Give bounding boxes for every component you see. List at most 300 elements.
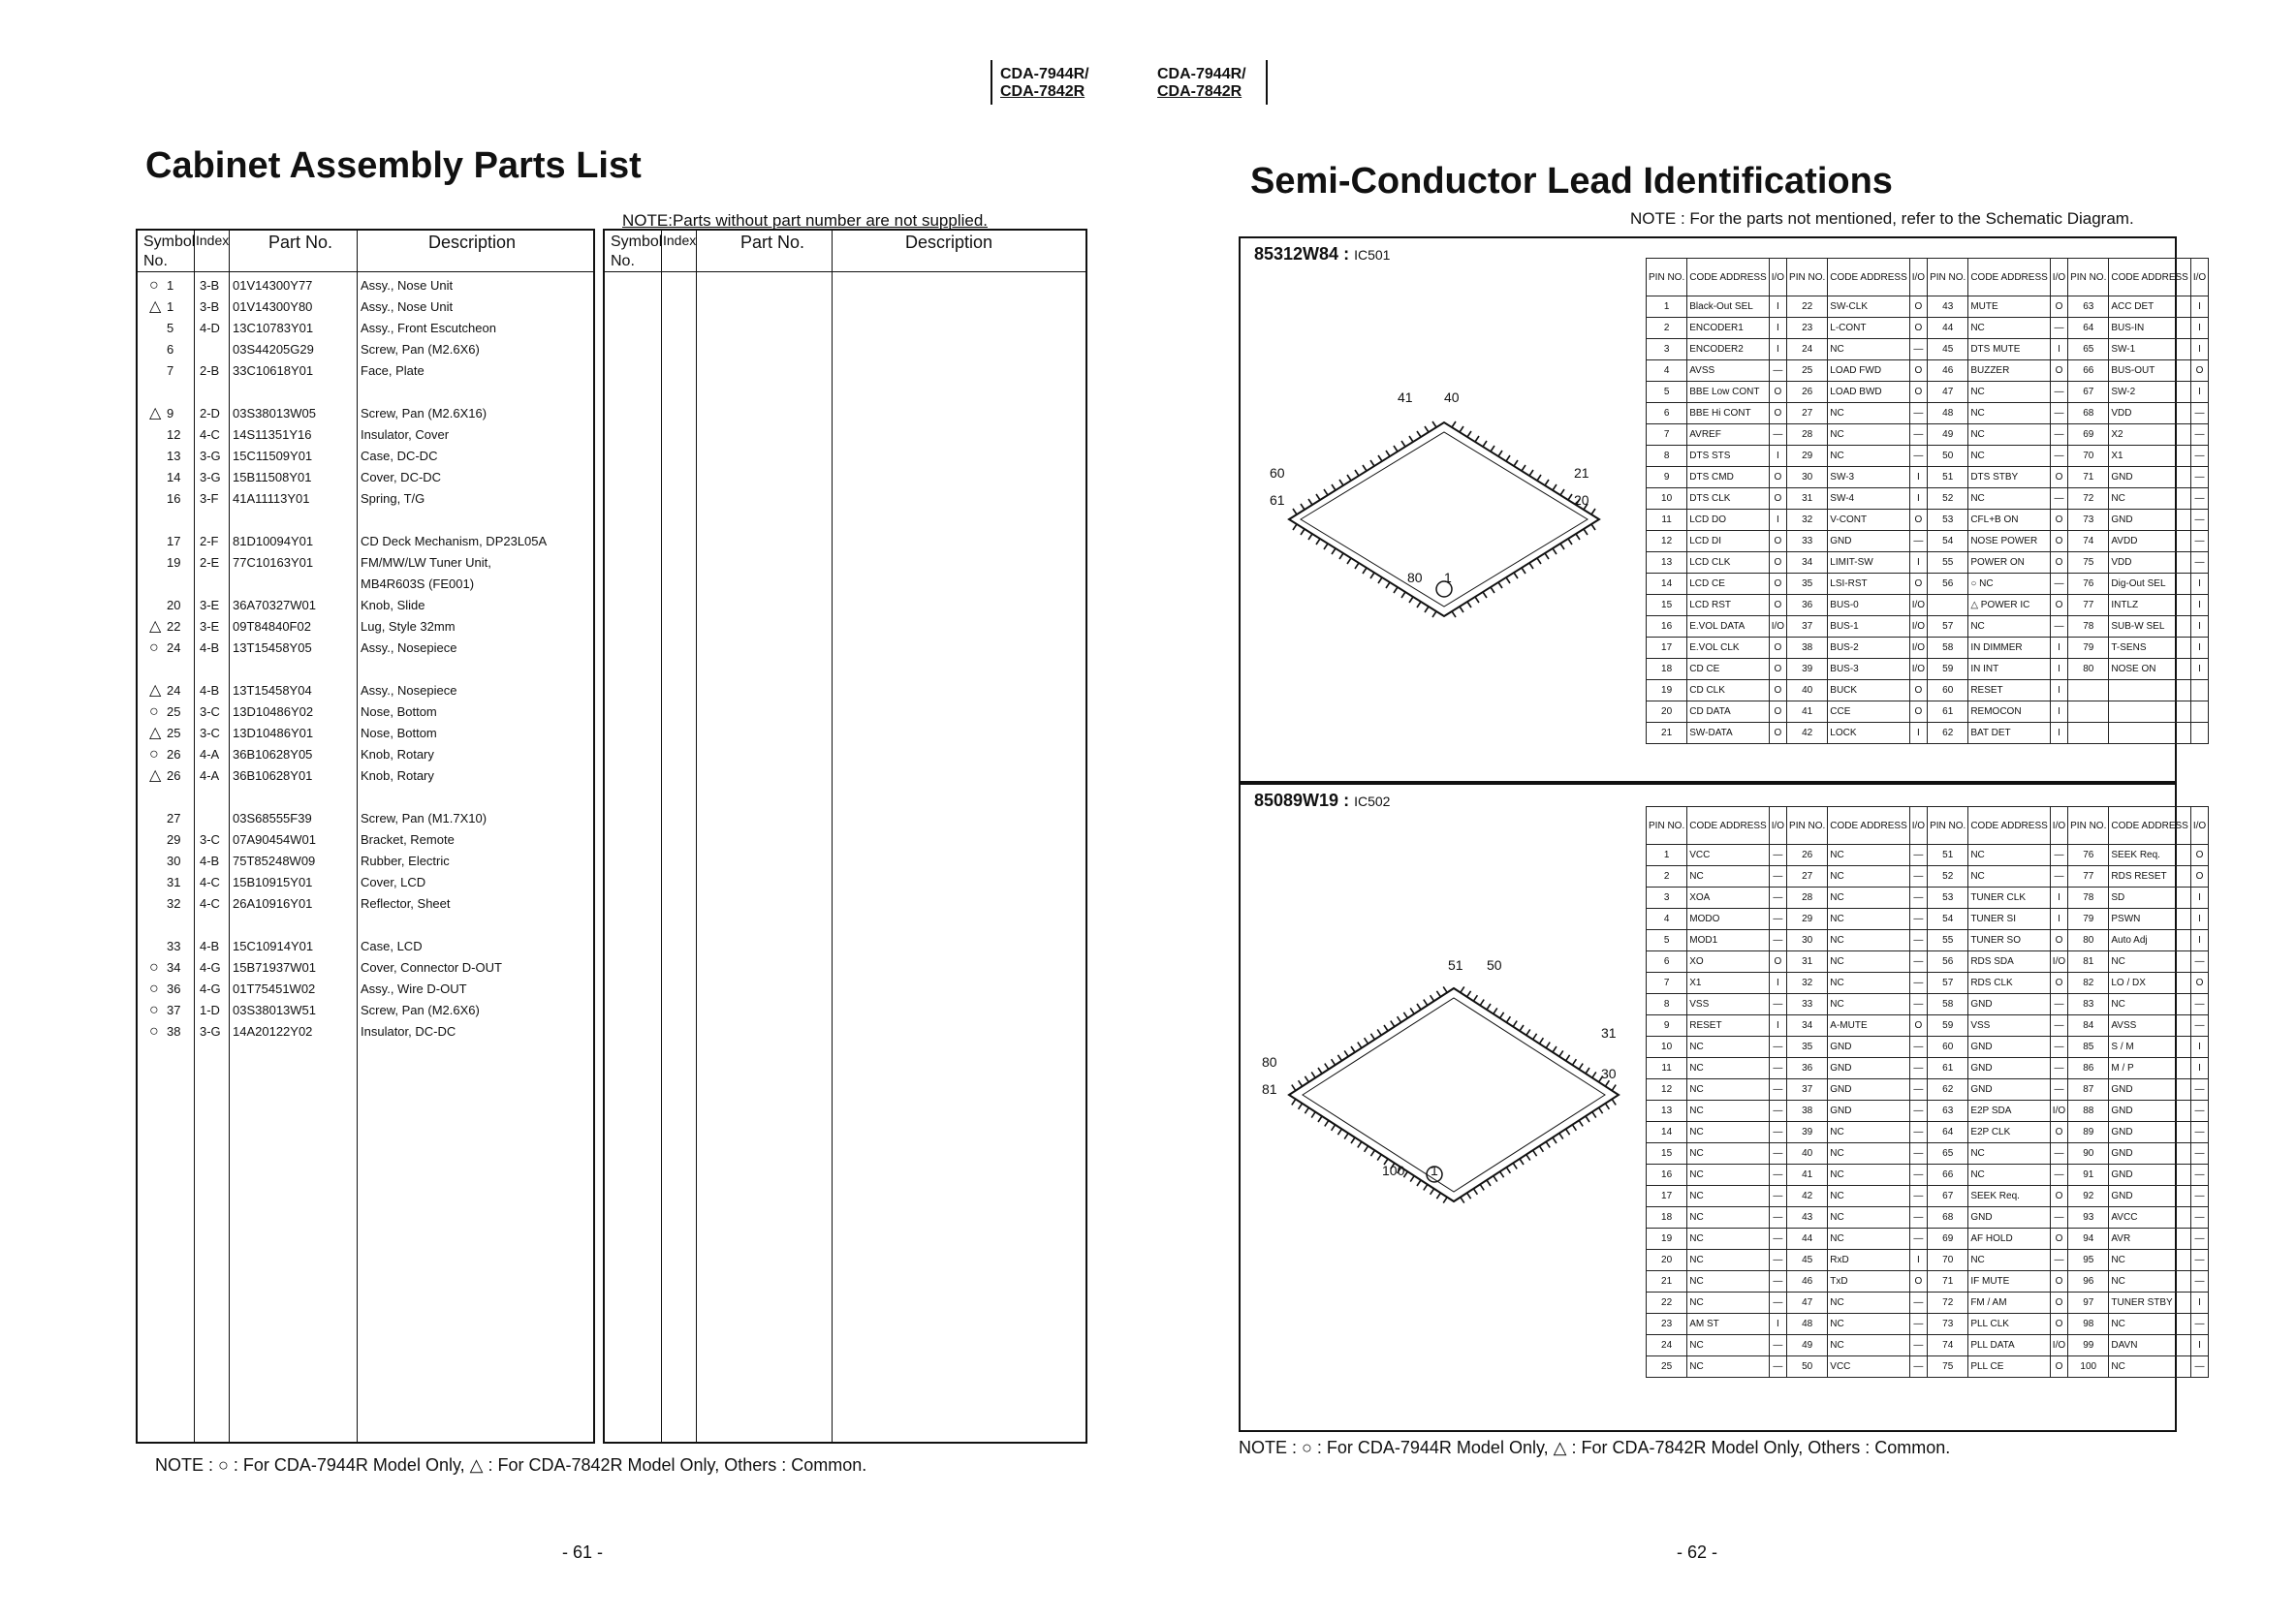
pin-number: 46	[1928, 360, 1968, 382]
pin-number: 77	[2068, 595, 2109, 616]
header-pin: PIN NO.	[2068, 807, 2109, 845]
io-type: I	[1909, 467, 1927, 488]
code-address: NC	[1687, 1335, 1769, 1356]
io-type: I	[2190, 909, 2208, 930]
code-address: NC	[1828, 1335, 1909, 1356]
io-type: —	[2190, 1143, 2208, 1165]
code-address	[2109, 680, 2190, 701]
pin-row	[1647, 638, 2209, 659]
io-type: —	[1769, 1079, 1786, 1101]
code-address: NC	[1968, 318, 2050, 339]
description: Nose, Bottom	[361, 726, 437, 740]
pin-number: 58	[1928, 994, 1968, 1015]
index-value: 4-B	[200, 939, 220, 953]
code-address: GND	[2109, 467, 2190, 488]
index-value: 3-E	[200, 598, 220, 612]
io-type: —	[1769, 1122, 1786, 1143]
pin-number: 80	[2068, 930, 2109, 951]
io-type: —	[2050, 994, 2067, 1015]
pin-row	[1647, 339, 2209, 360]
model-left-2: CDA-7842R	[1000, 83, 1085, 100]
pin-number: 64	[1928, 1122, 1968, 1143]
pin-number: 56	[1928, 574, 1968, 595]
pin-number: 52	[1928, 488, 1968, 510]
code-address: DTS CMD	[1687, 467, 1769, 488]
code-address: GND	[1968, 1079, 2050, 1101]
pin-number	[2068, 723, 2109, 744]
code-address: VSS	[1968, 1015, 2050, 1037]
io-type: O	[2190, 360, 2208, 382]
code-address: SEEK Req.	[1968, 1186, 2050, 1207]
symbol-number: 24	[167, 683, 181, 698]
code-address: NOSE ON	[2109, 659, 2190, 680]
description: Knob, Rotary	[361, 747, 434, 762]
io-type: —	[2050, 318, 2067, 339]
pin-row	[1647, 994, 2209, 1015]
description: Insulator, DC-DC	[361, 1024, 456, 1039]
code-address: AVSS	[2109, 1015, 2190, 1037]
pin-number: 68	[1928, 1207, 1968, 1229]
pin-number: 88	[2068, 1101, 2109, 1122]
code-address: LOCK	[1828, 723, 1909, 744]
code-address: SW-CLK	[1828, 296, 1909, 318]
index-value: 4-C	[200, 427, 220, 442]
io-type: —	[1909, 930, 1927, 951]
header-io: I/O	[2050, 807, 2067, 845]
left-page-number: - 61 -	[562, 1542, 604, 1562]
pin-row	[1647, 616, 2209, 638]
io-type: —	[2050, 1250, 2067, 1271]
pin-number: 19	[1647, 680, 1687, 701]
symbol-mark: △	[149, 618, 162, 635]
code-address: RxD	[1828, 1250, 1909, 1271]
code-address: NC	[1968, 382, 2050, 403]
pin-number: 33	[1787, 531, 1828, 552]
io-type: I	[2050, 909, 2067, 930]
code-address: GND	[1968, 994, 2050, 1015]
io-type: —	[1909, 1335, 1927, 1356]
header-pin: PIN NO.	[1787, 807, 1828, 845]
code-address: VCC	[1828, 1356, 1909, 1378]
header-io: I/O	[1769, 259, 1786, 296]
io-type: I/O	[1769, 616, 1786, 638]
pin-number: 6	[1647, 951, 1687, 973]
description: Assy., Nose Unit	[361, 278, 454, 293]
io-type: —	[2050, 488, 2067, 510]
header-code: CODE ADDRESS	[1828, 807, 1909, 845]
pin-number: 18	[1647, 659, 1687, 680]
io-type: I	[1769, 318, 1786, 339]
io-type: O	[2050, 973, 2067, 994]
index-value: 4-A	[200, 768, 220, 783]
code-address: NC	[1828, 909, 1909, 930]
pin-row	[1647, 360, 2209, 382]
code-address: S / M	[2109, 1037, 2190, 1058]
index-value: 4-B	[200, 683, 220, 698]
code-address: BUS-0	[1828, 595, 1909, 616]
code-address: A-MUTE	[1828, 1015, 1909, 1037]
code-address: GND	[2109, 1143, 2190, 1165]
pin-number: 77	[2068, 866, 2109, 888]
pin-number	[1928, 595, 1968, 616]
code-address: SUB-W SEL	[2109, 616, 2190, 638]
pin-number: 66	[2068, 360, 2109, 382]
code-address: E.VOL CLK	[1687, 638, 1769, 659]
io-type: —	[1769, 1293, 1786, 1314]
pin-row	[1647, 1250, 2209, 1271]
code-address: E2P CLK	[1968, 1122, 2050, 1143]
parts-table-right-empty	[603, 229, 1087, 1444]
pin-number: 36	[1787, 595, 1828, 616]
code-address: BUS-OUT	[2109, 360, 2190, 382]
pin-number: 71	[1928, 1271, 1968, 1293]
io-type: —	[1769, 845, 1786, 866]
io-type: —	[1769, 1207, 1786, 1229]
code-address: PLL CLK	[1968, 1314, 2050, 1335]
description: Assy., Nose Unit	[361, 299, 454, 314]
code-address: GND	[1968, 1058, 2050, 1079]
pin-number: 96	[2068, 1271, 2109, 1293]
code-address: NC	[2109, 951, 2190, 973]
io-type: O	[1909, 1015, 1927, 1037]
pin-number: 1	[1647, 296, 1687, 318]
code-address: NC	[1968, 616, 2050, 638]
code-address: L-CONT	[1828, 318, 1909, 339]
parts-row	[138, 467, 593, 487]
pin-row	[1647, 1037, 2209, 1058]
io-type: O	[1909, 296, 1927, 318]
io-type: —	[2190, 488, 2208, 510]
pin-number: 45	[1928, 339, 1968, 360]
parts-table-left	[136, 229, 595, 1444]
pin-number: 3	[1647, 888, 1687, 909]
pin-row	[1647, 1356, 2209, 1378]
code-address: TUNER SI	[1968, 909, 2050, 930]
code-address: NC	[1687, 1229, 1769, 1250]
header-pin: PIN NO.	[2068, 259, 2109, 296]
io-type: I	[1769, 446, 1786, 467]
pin-number: 44	[1787, 1229, 1828, 1250]
ic502-pin-1: 1	[1431, 1163, 1438, 1178]
io-type	[2190, 680, 2208, 701]
pin-number: 32	[1787, 973, 1828, 994]
io-type	[2190, 701, 2208, 723]
code-address: NC	[1968, 866, 2050, 888]
part-number: 14S11351Y16	[233, 427, 312, 442]
pin-number: 50	[1928, 446, 1968, 467]
header-code: CODE ADDRESS	[1828, 259, 1909, 296]
code-address: TxD	[1828, 1271, 1909, 1293]
ic501-pin-40: 40	[1444, 389, 1460, 405]
code-address: REMOCON	[1968, 701, 2050, 723]
code-address: GND	[2109, 1101, 2190, 1122]
io-type	[2190, 723, 2208, 744]
code-address: RESET	[1968, 680, 2050, 701]
io-type: —	[1909, 909, 1927, 930]
ic502-label: 85089W19 : IC502	[1254, 791, 1391, 810]
code-address: RDS SDA	[1968, 951, 2050, 973]
header-code: CODE ADDRESS	[1687, 259, 1769, 296]
io-type: —	[2050, 1058, 2067, 1079]
index-value: 3-G	[200, 470, 221, 484]
io-type: I	[1909, 1250, 1927, 1271]
io-type: O	[2050, 552, 2067, 574]
pin-number: 47	[1787, 1293, 1828, 1314]
index-value: 4-B	[200, 854, 220, 868]
header-pin: PIN NO.	[1647, 259, 1687, 296]
io-type: O	[2050, 1314, 2067, 1335]
parts-row	[138, 552, 593, 573]
description: Case, LCD	[361, 939, 423, 953]
code-address	[2109, 723, 2190, 744]
code-address: SEEK Req.	[2109, 845, 2190, 866]
symbol-number: 32	[167, 896, 181, 911]
pin-row	[1647, 1293, 2209, 1314]
io-type: I/O	[1909, 595, 1927, 616]
pin-number: 35	[1787, 1037, 1828, 1058]
index-value: 3-B	[200, 278, 220, 293]
symbol-mark: △	[149, 725, 162, 741]
pin-row	[1647, 318, 2209, 339]
pin-number: 98	[2068, 1314, 2109, 1335]
io-type: O	[1769, 467, 1786, 488]
col-desc-2: Description	[905, 233, 993, 252]
io-type: O	[2190, 973, 2208, 994]
code-address: LOAD BWD	[1828, 382, 1909, 403]
code-address: Dig-Out SEL	[2109, 574, 2190, 595]
symbol-number: 36	[167, 981, 181, 996]
parts-row	[138, 616, 593, 637]
ic501-pin-61: 61	[1270, 492, 1285, 508]
code-address: NC	[1968, 446, 2050, 467]
pin-number: 10	[1647, 1037, 1687, 1058]
parts-row	[138, 296, 593, 317]
pin-number: 30	[1787, 930, 1828, 951]
pin-number: 87	[2068, 1079, 2109, 1101]
description: Assy., Front Escutcheon	[361, 321, 496, 335]
pin-number: 46	[1787, 1271, 1828, 1293]
io-type: I	[2050, 638, 2067, 659]
io-type: —	[1769, 866, 1786, 888]
io-type: —	[2190, 1101, 2208, 1122]
code-address: NC	[1828, 1122, 1909, 1143]
pin-number: 41	[1787, 701, 1828, 723]
part-number: 13T15458Y04	[233, 683, 312, 698]
io-type: —	[2190, 994, 2208, 1015]
pin-number: 23	[1647, 1314, 1687, 1335]
io-type: O	[1909, 510, 1927, 531]
code-address: GND	[2109, 1186, 2190, 1207]
index-value: 2-D	[200, 406, 220, 421]
pin-number: 67	[2068, 382, 2109, 403]
code-address: PLL CE	[1968, 1356, 2050, 1378]
code-address: GND	[1828, 1079, 1909, 1101]
ic501-pin-80: 80	[1407, 570, 1423, 585]
pin-row	[1647, 424, 2209, 446]
pin-number: 39	[1787, 1122, 1828, 1143]
pin-number: 17	[1647, 1186, 1687, 1207]
code-address: NC	[1687, 1058, 1769, 1079]
symbol-number: 1	[167, 299, 174, 314]
code-address: ENCODER2	[1687, 339, 1769, 360]
description: Cover, DC-DC	[361, 470, 442, 484]
code-address: ACC DET	[2109, 296, 2190, 318]
io-type: I	[2190, 574, 2208, 595]
ic502-pin-51: 51	[1448, 957, 1463, 973]
code-address: NC	[2109, 488, 2190, 510]
code-address: BBE Low CONT	[1687, 382, 1769, 403]
pin-number: 10	[1647, 488, 1687, 510]
code-address: NC	[1828, 1207, 1909, 1229]
code-address: SW-4	[1828, 488, 1909, 510]
io-type: —	[2050, 1079, 2067, 1101]
header-code: CODE ADDRESS	[1968, 807, 2050, 845]
pin-row	[1647, 845, 2209, 866]
io-type: O	[1769, 382, 1786, 403]
code-address: AVCC	[2109, 1207, 2190, 1229]
pin-number: 4	[1647, 360, 1687, 382]
io-type: —	[1769, 1250, 1786, 1271]
index-value: 3-G	[200, 1024, 221, 1039]
pin-number: 40	[1787, 1143, 1828, 1165]
io-type: —	[1909, 994, 1927, 1015]
pin-number: 12	[1647, 531, 1687, 552]
pin-number: 72	[2068, 488, 2109, 510]
code-address: V-CONT	[1828, 510, 1909, 531]
header-io: I/O	[2190, 259, 2208, 296]
io-type: —	[1909, 1101, 1927, 1122]
index-value: 4-D	[200, 321, 220, 335]
parts-row	[138, 339, 593, 359]
pin-number: 42	[1787, 723, 1828, 744]
part-number: 36A70327W01	[233, 598, 317, 612]
pin-number: 20	[1647, 701, 1687, 723]
io-type: —	[2190, 1271, 2208, 1293]
io-type: O	[2050, 296, 2067, 318]
pin-number: 50	[1787, 1356, 1828, 1378]
io-type: —	[2050, 403, 2067, 424]
pin-row	[1647, 701, 2209, 723]
io-type: —	[2190, 1165, 2208, 1186]
code-address: NC	[2109, 1250, 2190, 1271]
pin-number: 15	[1647, 595, 1687, 616]
part-number: 15B11508Y01	[233, 470, 312, 484]
code-address: PLL DATA	[1968, 1335, 2050, 1356]
pin-number: 17	[1647, 638, 1687, 659]
description: Screw, Pan (M2.6X6)	[361, 342, 480, 357]
part-number: 77C10163Y01	[233, 555, 314, 570]
io-type: —	[2190, 424, 2208, 446]
pin-number: 59	[1928, 1015, 1968, 1037]
code-address: LO / DX	[2109, 973, 2190, 994]
io-type: O	[2050, 1122, 2067, 1143]
code-address: X1	[2109, 446, 2190, 467]
io-type: —	[1909, 888, 1927, 909]
header-pin: PIN NO.	[1928, 807, 1968, 845]
symbol-number: 24	[167, 640, 181, 655]
io-type: O	[2190, 845, 2208, 866]
pin-number: 16	[1647, 616, 1687, 638]
col-part-2: Part No.	[740, 233, 805, 252]
part-number: 36B10628Y01	[233, 768, 313, 783]
col-symbol-2: Symbol No.	[611, 234, 663, 269]
code-address: NC	[1687, 1207, 1769, 1229]
pin-number: 89	[2068, 1122, 2109, 1143]
description: Knob, Rotary	[361, 768, 434, 783]
code-address: GND	[1828, 1058, 1909, 1079]
pin-row	[1647, 909, 2209, 930]
io-type: —	[1909, 1058, 1927, 1079]
pin-number: 83	[2068, 994, 2109, 1015]
ic501-pin-20: 20	[1574, 492, 1589, 508]
io-type: —	[1909, 1229, 1927, 1250]
header-io: I/O	[2050, 259, 2067, 296]
io-type: I	[2190, 296, 2208, 318]
code-address: LSI-RST	[1828, 574, 1909, 595]
part-number: 33C10618Y01	[233, 363, 314, 378]
code-address: NC	[1968, 845, 2050, 866]
code-address: NC	[1828, 951, 1909, 973]
io-type: I	[2190, 638, 2208, 659]
io-type: I	[1769, 973, 1786, 994]
parts-row	[138, 488, 593, 509]
io-type: O	[1909, 360, 1927, 382]
pin-number: 61	[1928, 1058, 1968, 1079]
col-index-2: Index	[663, 233, 697, 248]
right-note-top: NOTE : For the parts not mentioned, refer to the Schematic Diagram.	[1630, 209, 2134, 228]
io-type: O	[2050, 1229, 2067, 1250]
io-type: I	[2190, 616, 2208, 638]
pin-number: 74	[1928, 1335, 1968, 1356]
symbol-number: 25	[167, 726, 181, 740]
ic502-pin-31: 31	[1601, 1025, 1617, 1041]
io-type: —	[2190, 552, 2208, 574]
header-code: CODE ADDRESS	[1687, 807, 1769, 845]
io-type: O	[1769, 659, 1786, 680]
part-number: 26A10916Y01	[233, 896, 313, 911]
io-type: —	[2050, 382, 2067, 403]
symbol-number: 31	[167, 875, 181, 889]
io-type: O	[2050, 1186, 2067, 1207]
pin-number: 5	[1647, 382, 1687, 403]
symbol-mark: ○	[149, 703, 159, 720]
index-value: 3-G	[200, 449, 221, 463]
parts-row	[138, 893, 593, 914]
right-footnote: NOTE : ○ : For CDA-7944R Model Only, △ : For CDA-7842R Model Only, Others : Common.	[1239, 1438, 1951, 1457]
code-address: VCC	[1687, 845, 1769, 866]
code-address: RDS CLK	[1968, 973, 2050, 994]
io-type: O	[2050, 360, 2067, 382]
pin-number: 47	[1928, 382, 1968, 403]
pin-number: 82	[2068, 973, 2109, 994]
io-type: —	[2190, 446, 2208, 467]
io-type: O	[1909, 382, 1927, 403]
part-number: 75T85248W09	[233, 854, 316, 868]
symbol-mark: △	[149, 298, 162, 315]
symbol-number: 12	[167, 427, 181, 442]
pin-number: 26	[1787, 382, 1828, 403]
parts-row	[138, 318, 593, 338]
io-type: —	[2190, 1229, 2208, 1250]
pin-number: 14	[1647, 574, 1687, 595]
code-address: AVSS	[1687, 360, 1769, 382]
io-type: O	[1909, 574, 1927, 595]
pin-number: 40	[1787, 680, 1828, 701]
pin-number: 27	[1787, 866, 1828, 888]
symbol-number: 34	[167, 960, 181, 975]
io-type: —	[2050, 574, 2067, 595]
pin-number: 32	[1787, 510, 1828, 531]
